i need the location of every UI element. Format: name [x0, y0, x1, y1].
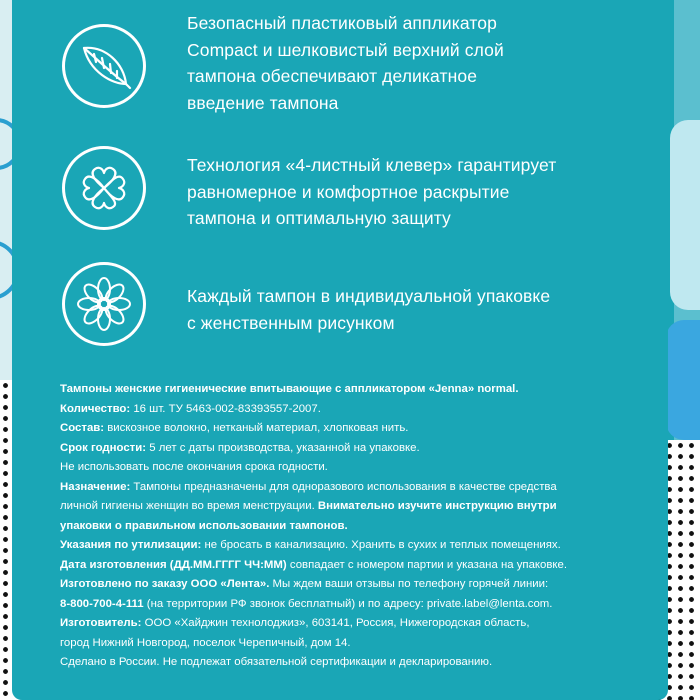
- feature-line: с женственным рисунком: [187, 312, 395, 333]
- feature-line: Compact и шелковистый верхний слой: [187, 39, 504, 60]
- right-shape-decoration: [670, 120, 700, 310]
- feature-text-packaging: [187, 283, 667, 336]
- info-manufacture-date: Дата изготовления (ДД.ММ.ГГГГ ЧЧ:ММ) совпадает с номером партии и указана на упаковке.: [60, 558, 568, 571]
- feature-line: тампона и оптимальную защиту: [187, 208, 451, 228]
- info-purpose-warning: упаковки о правильном использовании тампонов.: [60, 519, 348, 532]
- info-order: Изготовлено по заказу ООО «Лента». Мы ждем ваши отзывы по телефону горячей линии:: [60, 578, 549, 590]
- info-made-in: Сделано в России. Не подлежат обязательной сертификации и декларированию.: [60, 656, 493, 668]
- right-shape-decoration: [666, 320, 700, 440]
- feature-line: равномерное и комфортное раскрытие: [187, 181, 510, 202]
- clover-icon: [62, 146, 146, 230]
- product-title: Тампоны женские гигиенические впитывающие с аппликатором «Jenna» normal.: [60, 383, 519, 395]
- info-purpose: Назначение: Тампоны предназначены для одноразового использования в качестве средства: [60, 480, 557, 493]
- info-manufacturer: Изготовитель: ООО «Хайджин технолоджиз», 603141, Россия, Нижегородская область,: [60, 617, 530, 629]
- info-quantity: Количество: 16 шт. ТУ 5463-002-83393557-2007.: [60, 402, 321, 415]
- info-hotline: 8-800-700-4-111 (на территории РФ звонок бесплатный) и по адресу: private.label@lenta.com.: [60, 597, 553, 610]
- info-shelf-life: Срок годности: 5 лет с даты производства, указанной на упаковке.: [60, 441, 420, 454]
- flower-icon: [62, 262, 146, 346]
- info-purpose-cont: личной гигиены женщин во время менструации. Внимательно изучите инструкцию внутри: [60, 500, 557, 512]
- feature-text-clover: [187, 152, 667, 232]
- feather-icon: [62, 24, 146, 108]
- info-shelf-note: Не использовать после окончания срока годности.: [60, 461, 328, 473]
- feature-text-applicator: [187, 10, 667, 116]
- teal-panel: [12, 0, 668, 700]
- feature-line: введение тампона: [187, 92, 339, 113]
- info-disposal: Указания по утилизации: не бросать в канализацию. Хранить в сухих и теплых помещениях.: [60, 539, 561, 551]
- feature-line: тампона обеспечивают деликатное: [187, 66, 478, 86]
- feature-line: Каждый тампон в индивидуальной упаковке: [187, 286, 551, 306]
- product-info-block: [60, 380, 666, 673]
- feature-line: Безопасный пластиковый аппликатор: [187, 13, 497, 33]
- info-manufacturer-address: город Нижний Новгород, поселок Черепичный, дом 14.: [60, 636, 351, 649]
- feature-line: Технология «4-листный клевер» гарантирует: [187, 155, 557, 175]
- info-composition: Состав: вискозное волокно, нетканый материал, хлопковая нить.: [60, 422, 409, 434]
